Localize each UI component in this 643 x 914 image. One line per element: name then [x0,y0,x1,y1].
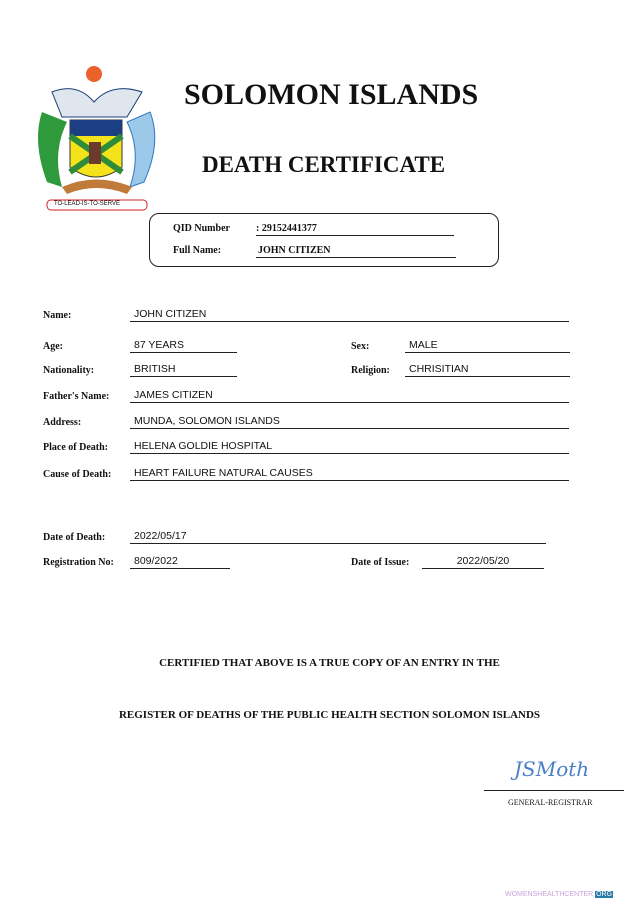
coat-of-arms [32,62,162,217]
religion-label: Religion: [351,365,390,376]
signature-line [484,790,624,791]
certification-line-2: REGISTER OF DEATHS OF THE PUBLIC HEALTH SECTION SOLOMON ISLANDS [118,709,541,721]
motto: TO-LEAD-IS-TO-SERVE [54,201,121,207]
address-value: MUNDA, SOLOMON ISLANDS [130,415,569,429]
dod-label: Date of Death: [43,532,106,543]
age-label: Age: [43,341,63,352]
full-name-value: JOHN CITIZEN [256,244,456,258]
signature: JSMoth [514,757,590,781]
watermark-badge: ORG [596,891,613,898]
address-label: Address: [43,417,82,428]
watermark-text: WOMENSHEALTHCENTER [505,891,594,898]
cause-value: HEART FAILURE NATURAL CAUSES [130,467,569,481]
place-value: HELENA GOLDIE HOSPITAL [130,440,569,454]
reg-value: 809/2022 [130,555,230,569]
father-value: JAMES CITIZEN [130,389,569,403]
nationality-label: Nationality: [43,365,95,376]
country-title: SOLOMON ISLANDS [184,78,479,111]
sex-label: Sex: [351,341,370,352]
watermark [505,891,613,898]
full-name-label: Full Name: [173,245,222,256]
place-label: Place of Death: [43,442,108,453]
cause-label: Cause of Death: [43,469,112,480]
father-label: Father's Name: [43,391,110,402]
sex-value: MALE [405,339,570,353]
certification-line-1: CERTIFIED THAT ABOVE IS A TRUE COPY OF AN ENTRY IN THE [159,657,500,669]
doi-value: 2022/05/20 [422,555,544,569]
name-label: Name: [43,310,72,321]
nationality-value: BRITISH [130,363,237,377]
qid-value: : 29152441377 [256,222,454,236]
doi-label: Date of Issue: [351,557,410,568]
dod-value: 2022/05/17 [130,530,546,544]
age-value: 87 YEARS [130,339,237,353]
religion-value: CHRISITIAN [405,363,570,377]
reg-label: Registration No: [43,557,114,568]
qid-label: QID Number [173,223,230,234]
signatory-title: GENERAL-REGISTRAR [508,798,593,807]
document-title: DEATH CERTIFICATE [202,152,446,177]
name-value: JOHN CITIZEN [130,308,569,322]
